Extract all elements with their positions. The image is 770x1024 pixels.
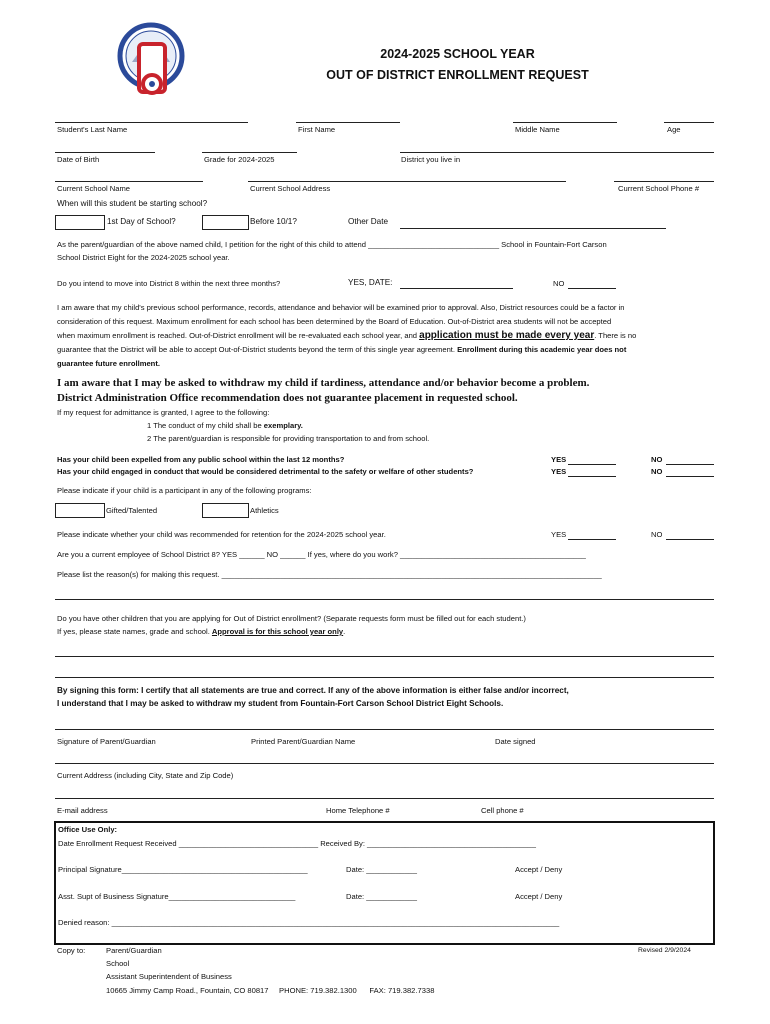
- agree-item-1: [147, 421, 303, 430]
- principal-date: Date: ____________: [346, 865, 417, 874]
- employee-question: Are you a current employee of School District 8? YES ______ NO ______ If yes, where do you work? ____________________________________________: [57, 550, 586, 559]
- expelled-no-label: NO: [651, 455, 663, 464]
- siblings-line-2c: .: [343, 627, 346, 636]
- move-no-field[interactable]: [568, 288, 616, 289]
- district-address: 10665 Jimmy Camp Road., Fountain, CO 80817 PHONE: 719.382.1300 FAX: 719.382.7338: [106, 986, 435, 995]
- first-day-label: 1st Day of School?: [107, 217, 176, 226]
- move-yes-date-label: YES, DATE:: [348, 278, 393, 287]
- page-title: OUT OF DISTRICT ENROLLMENT REQUEST: [326, 68, 589, 82]
- current-school-label: Current School Name: [57, 184, 131, 193]
- start-question: When will this student be starting school?: [57, 199, 208, 208]
- middle-name-field[interactable]: [513, 122, 617, 123]
- asst-supt-date: Date: ____________: [346, 892, 417, 901]
- athletics-box[interactable]: [202, 503, 249, 518]
- asst-supt-signature: Asst. Supt of Business Signature______________________________: [58, 892, 296, 901]
- aware-line-4a: guarantee that the District will be able to accept Out-of-District students beyond the term of this single year agreement.: [57, 345, 458, 354]
- grade-field[interactable]: [202, 152, 297, 153]
- district-logo: [112, 22, 190, 104]
- retention-yes-field[interactable]: [568, 539, 616, 540]
- other-date-label: Other Date: [348, 217, 389, 226]
- district-field[interactable]: [400, 152, 714, 153]
- current-address-field[interactable]: [248, 181, 566, 182]
- siblings-question: Do you have other children that you are applying for Out of District enrollment? (Separate requests form must be filled out for each student.): [57, 614, 526, 623]
- approval-note: Approval is for this school year only: [211, 627, 344, 636]
- conduct-yes-field[interactable]: [568, 476, 616, 477]
- first-name-label: First Name: [298, 125, 336, 134]
- first-day-box[interactable]: [55, 215, 105, 230]
- expelled-no-field[interactable]: [666, 464, 714, 465]
- agree-item-2: 2 The parent/guardian is responsible for providing transportation to and from school.: [147, 434, 430, 443]
- page-title-year: 2024-2025 SCHOOL YEAR: [380, 47, 535, 61]
- petition-line-2: School District Eight for the 2024-2025 school year.: [57, 253, 230, 262]
- copy-school: School: [106, 959, 130, 968]
- grade-label: Grade for 2024-2025: [204, 155, 275, 164]
- siblings-line-2[interactable]: [55, 677, 714, 678]
- expelled-yes-field[interactable]: [568, 464, 616, 465]
- conduct-no-field[interactable]: [666, 476, 714, 477]
- retention-yes-label: YES: [551, 530, 567, 539]
- office-use-title: Office Use Only:: [58, 825, 118, 834]
- copy-to-label: Copy to:: [57, 946, 86, 955]
- last-name-label: Student's Last Name: [57, 125, 128, 134]
- aware-line-3: [57, 329, 717, 343]
- principal-accept-deny: Accept / Deny: [515, 865, 563, 874]
- aware-line-5: guarantee future enrollment.: [57, 359, 160, 368]
- current-phone-field[interactable]: [614, 181, 714, 182]
- retention-no-label: NO: [651, 530, 663, 539]
- copy-parent: Parent/Guardian: [106, 946, 162, 955]
- asst-supt-accept-deny: Accept / Deny: [515, 892, 563, 901]
- printed-name-label: Printed Parent/Guardian Name: [251, 737, 356, 746]
- siblings-instructions: [57, 627, 345, 636]
- before-oct-box[interactable]: [202, 215, 249, 230]
- withdraw-warning: I am aware that I may be asked to withdraw my child if tardiness, attendance and/or behavior become a problem.: [57, 377, 590, 389]
- retention-no-field[interactable]: [666, 539, 714, 540]
- move-no-label: NO: [553, 279, 565, 288]
- received-line: Date Enrollment Request Received _________________________________ Received By: ________________________________________: [58, 839, 536, 848]
- address-line[interactable]: [55, 763, 714, 764]
- reasons-label: Please list the reason(s) for making this request. __________________________________________________________________________________________: [57, 570, 602, 579]
- athletics-label: Athletics: [250, 506, 279, 515]
- signature-label: Signature of Parent/Guardian: [57, 737, 156, 746]
- expelled-question: Has your child been expelled from any public school within the last 12 months?: [57, 455, 345, 464]
- copy-asst-supt: Assistant Superintendent of Business: [106, 972, 232, 981]
- expelled-yes-label: YES: [551, 455, 567, 464]
- agree-intro: If my request for admittance is granted, I agree to the following:: [57, 408, 270, 417]
- aware-line-4b: Enrollment during this academic year does not: [457, 345, 627, 354]
- cell-phone-label: Cell phone #: [481, 806, 524, 815]
- programs-question: Please indicate if your child is a participant in any of the following programs:: [57, 486, 312, 495]
- certify-line-2: I understand that I may be asked to withdraw my student from Fountain-Fort Carson School District Eight Schools.: [57, 699, 504, 708]
- conduct-yes-label: YES: [551, 467, 567, 476]
- age-field[interactable]: [664, 122, 714, 123]
- gifted-box[interactable]: [55, 503, 105, 518]
- aware-line-4: [57, 343, 717, 357]
- signature-line[interactable]: [55, 729, 714, 730]
- certify-line-1: By signing this form: I certify that all statements are true and correct. If any of the above information is either false and/or incorrect,: [57, 686, 569, 695]
- agree-item-1-text: 1 The conduct of my child shall be: [147, 421, 264, 430]
- agree-item-1-bold: exemplary.: [263, 421, 303, 430]
- age-label: Age: [667, 125, 681, 134]
- aware-line-2: consideration of this request. Maximum enrollment for each school has been determined by the Board of Education. Out-of-District area students will not be accepted: [57, 317, 612, 326]
- every-year-emphasis: application must be made every year: [419, 330, 595, 341]
- conduct-no-label: NO: [651, 467, 663, 476]
- before-oct-label: Before 10/1?: [250, 217, 297, 226]
- petition-line-1: As the parent/guardian of the above named child, I petition for the right of this child to attend _______________________________ School in Fountain-Fort Carson: [57, 240, 607, 249]
- current-phone-label: Current School Phone #: [618, 184, 700, 193]
- middle-name-label: Middle Name: [515, 125, 560, 134]
- revised-date: Revised 2/9/2024: [638, 947, 691, 954]
- move-question: Do you intend to move into District 8 within the next three months?: [57, 279, 281, 288]
- address-label: Current Address (including City, State and Zip Code): [57, 771, 234, 780]
- current-school-field[interactable]: [55, 181, 203, 182]
- principal-signature: Principal Signature____________________________________________: [58, 865, 308, 874]
- last-name-field[interactable]: [55, 122, 248, 123]
- siblings-line-2a: If yes, please state names, grade and school.: [57, 627, 212, 636]
- aware-paragraph: [57, 301, 717, 371]
- placement-warning: District Administration Office recommendation does not guarantee placement in requested school.: [57, 392, 518, 404]
- retention-question: Please indicate whether your child was recommended for retention for the 2024-2025 school year.: [57, 530, 386, 539]
- dob-field[interactable]: [55, 152, 155, 153]
- move-date-field[interactable]: [400, 288, 513, 289]
- first-name-field[interactable]: [296, 122, 400, 123]
- dob-label: Date of Birth: [57, 155, 100, 164]
- siblings-line-1[interactable]: [55, 656, 714, 657]
- gifted-label: Gifted/Talented: [106, 506, 158, 515]
- contact-line[interactable]: [55, 798, 714, 799]
- aware-line-1: I am aware that my child's previous school performance, records, attendance and behavior will be examined prior to approval. Also, District resources could be a factor in: [57, 303, 625, 312]
- email-label: E-mail address: [57, 806, 108, 815]
- home-phone-label: Home Telephone #: [326, 806, 390, 815]
- district-label: District you live in: [401, 155, 461, 164]
- aware-line-3a: when maximum enrollment is reached. Out-of-District enrollment will be re-evaluated each school year, and: [57, 331, 420, 340]
- date-signed-label: Date signed: [495, 737, 536, 746]
- current-address-label: Current School Address: [250, 184, 331, 193]
- conduct-question: Has your child engaged in conduct that would be considered detrimental to the safety or welfare of other students?: [57, 467, 474, 476]
- denied-reason: Denied reason: __________________________________________________________________________________________________________: [58, 918, 560, 927]
- aware-line-3c: . There is no: [594, 331, 637, 340]
- reasons-line[interactable]: [55, 599, 714, 600]
- other-date-field[interactable]: [400, 228, 666, 229]
